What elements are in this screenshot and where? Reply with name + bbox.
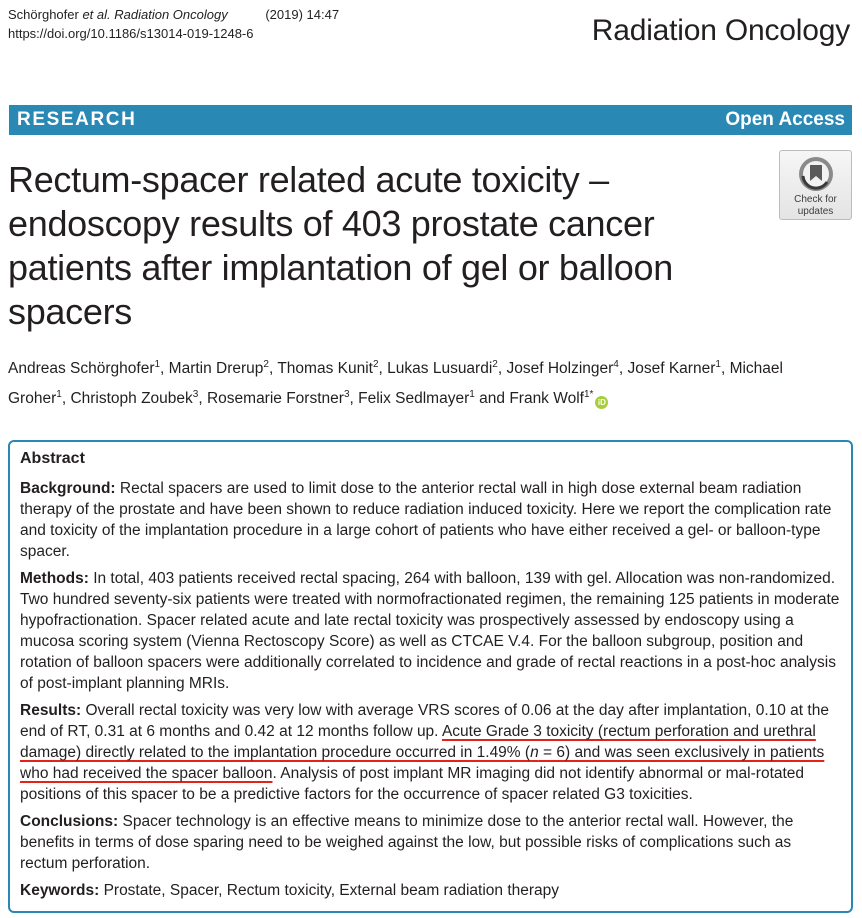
abstract-box <box>8 440 853 913</box>
authors-and: and <box>479 390 505 408</box>
results-highlight: Acute Grade 3 toxicity (rectum perforation and urethral damage) directly related to the implantation procedure occurred in 1.49% (n = 6) and was seen exclusively in patients who had received the spacer balloon <box>20 723 825 782</box>
article-type-label: RESEARCH <box>17 109 137 130</box>
author[interactable]: Andreas Schörghofer$^1$ <box>8 359 161 378</box>
doi-link[interactable]: https://doi.org/10.1186/s13014-019-1248-6 <box>8 26 254 41</box>
abstract-heading: Abstract <box>20 450 85 467</box>
citation-header <box>8 5 339 43</box>
article-type-banner <box>9 105 852 135</box>
author[interactable]: Frank Wolf$^{1*}$ <box>509 389 594 408</box>
abstract-methods <box>20 568 841 694</box>
open-access-label: Open Access <box>725 109 845 130</box>
author[interactable]: Rosemarie Forstner$^3$ <box>206 389 350 408</box>
background-text: Rectal spacers are used to limit dose to the anterior rectal wall in high dose external beam radiation therapy of the prostate and have been shown to reduce radiation induced toxicity. Here we report the complication rate and toxicity of the implantation procedure in a large cohort of patients who have either received a gel- or balloon-type spacer. <box>20 480 832 560</box>
results-text: Overall rectal toxicity was very low with average VRS scores of 0.06 at the day after implantation, 0.10 at the end of RT, 0.31 at 6 months and 0.42 at 12 months follow up. <box>20 702 829 740</box>
results-text-after: . Analysis of post implant MR imaging did not identify abnormal or mal-rotated positions of this spacer to be a predictive factors for the occurrence of spacer related G3 toxicities. <box>20 765 805 803</box>
methods-label: Methods: <box>20 570 89 587</box>
article-title: Rectum-spacer related acute toxicity – endoscopy results of 403 prostate cancer patients after implantation of gel or balloon spacers <box>8 159 673 332</box>
citation-line <box>8 5 339 24</box>
keywords-label: Keywords: <box>20 882 100 899</box>
author[interactable]: Felix Sedlmayer$^1$ <box>358 389 475 408</box>
conclusions-label: Conclusions: <box>20 813 119 830</box>
abstract-keywords <box>20 880 841 901</box>
abstract-conclusions <box>20 811 841 874</box>
check-updates-icon <box>797 155 835 193</box>
author[interactable]: Thomas Kunit$^2$ <box>277 359 379 378</box>
citation-author: Schörghofer <box>8 7 79 22</box>
check-updates-line2: updates <box>797 206 834 217</box>
author[interactable]: Josef Holzinger$^4$ <box>506 359 619 378</box>
abstract-background <box>20 478 841 562</box>
author[interactable]: Martin Drerup$^2$ <box>168 359 269 378</box>
check-updates-line1: Check for <box>794 194 837 205</box>
results-label: Results: <box>20 702 82 719</box>
citation-year-volume: (2019) 14:47 <box>265 7 340 22</box>
author[interactable]: Michael Groher$^1$ <box>8 360 783 408</box>
keywords-text: Prostate, Spacer, Rectum toxicity, External beam radiation therapy <box>103 882 560 899</box>
orcid-icon[interactable]: iD <box>595 396 608 409</box>
author[interactable]: Lukas Lusuardi$^2$ <box>387 359 498 378</box>
author[interactable]: Christoph Zoubek$^3$ <box>70 389 199 408</box>
journal-name: Radiation Oncology <box>591 14 850 47</box>
background-label: Background: <box>20 480 116 497</box>
citation-etal: et al. Radiation Oncology <box>82 7 228 22</box>
author[interactable]: Josef Karner$^1$ <box>627 359 721 378</box>
methods-text: In total, 403 patients received rectal spacing, 264 with balloon, 139 with gel. Allocation was non-randomized. Two hundred seventy-six patients were treated with normofractionated regimen, the remaining 125 patients in moderate hypofractionation. Spacer related acute and late rectal toxicity was prospectively assessed by endoscopy using a mucosa scoring system (Vienna Rectoscopy Score) as well as CTCAE V.4. For the balloon subgroup, position and rotation of balloon spacers were additionally correlated to incidence and grade of rectal reactions in a post-hoc analysis of post-implant planning MRIs. <box>20 570 840 692</box>
abstract-results <box>20 700 841 805</box>
author-list: Andreas Schörghofer$^1$, Martin Drerup$^2$, Thomas Kunit$^2$, Lukas Lusuardi$^2$, Josef Holzinger$^4$, Josef Karner$^1$, Michael Groher$^1$, Christoph Zoubek$^3$, Rosemarie Forstner$^3$, Felix Sedlmayer$^1$ and Frank Wolf$^{1*}$iD <box>8 359 783 408</box>
conclusions-text: Spacer technology is an effective means to minimize dose to the anterior rectal wall. However, the benefits in terms of dose sparing need to be weighed against the low, but possible risks of complications such as rectum perforation. <box>20 813 794 872</box>
check-for-updates-button[interactable] <box>779 150 852 220</box>
